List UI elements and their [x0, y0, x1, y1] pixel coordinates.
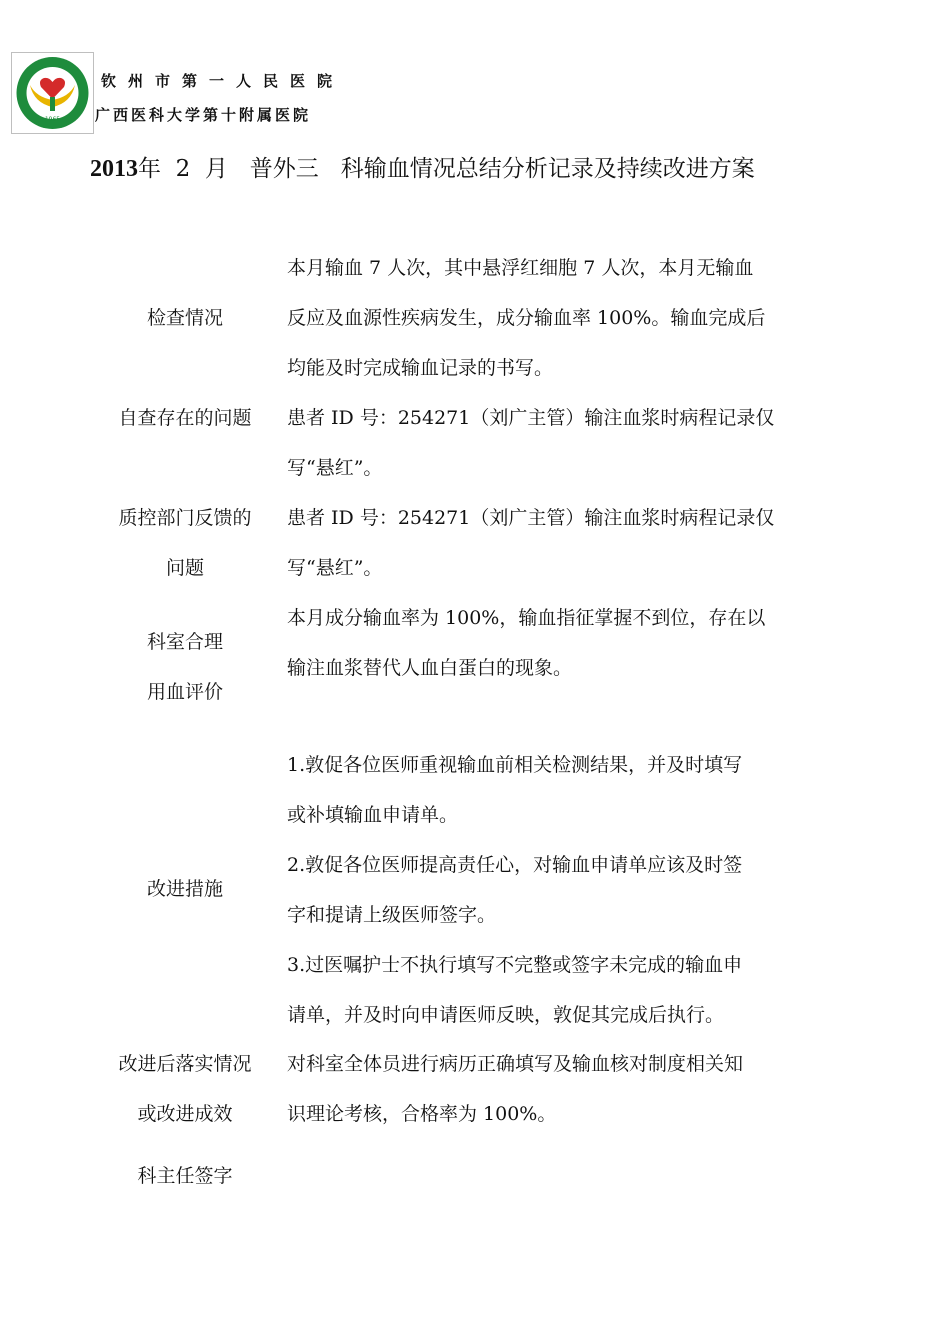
content-self-check-issues: 患者 ID 号：254271（刘广主管）输注血浆时病程记录仅 写“悬红”。: [287, 407, 775, 479]
label-blood-use-evaluation: 科室合理 用血评价: [146, 631, 223, 703]
hospital-name: 钦州市第一人民医院: [101, 72, 345, 90]
label-implementation-results: 改进后落实情况 或改进成效: [118, 1053, 252, 1125]
page-title: [90, 150, 755, 183]
content-blood-use-evaluation: 本月成分输血率为 100%，输血指征掌握不到位，存在以 输注血浆替代人血白蛋白的现象。: [287, 607, 766, 679]
hospital-logo: [11, 52, 94, 134]
label-inspection: 检查情况: [146, 307, 223, 329]
content-implementation-results: 对科室全体员进行病历正确填写及输血核对制度相关知 识理论考核，合格率为 100%。: [287, 1053, 744, 1125]
hospital-affiliation: 广西医科大学第十附属医院: [95, 106, 312, 124]
content-qc-feedback: 患者 ID 号：254271（刘广主管）输注血浆时病程记录仅 写“悬红”。: [287, 507, 775, 579]
hospital-emblem-icon: [14, 55, 91, 131]
title-year: 2013: [90, 156, 138, 182]
label-director-signature: 科主任签字: [137, 1165, 233, 1187]
title-text: 年 2 月 普外三 科输血情况总结分析记录及持续改进方案: [138, 156, 755, 182]
label-improvement-measures: 改进措施: [146, 878, 223, 900]
label-self-check-issues: 自查存在的问题: [118, 407, 252, 429]
label-qc-feedback: 质控部门反馈的 问题: [118, 507, 252, 579]
content-improvement-measures: 1.敦促各位医师重视输血前相关检测结果，并及时填写 或补填输血申请单。 2.敦促各位医师提高责任心，对输血申请单应该及时签 字和提请上级医师签字。 3.过医嘱护士不执行填写不完整或签字未完成的输血申 请单，并及时向申请医师反映，敦促其完成后执行。: [287, 754, 743, 1026]
content-inspection: 本月输血 7 人次，其中悬浮红细胞 7 人次，本月无输血 反应及血源性疾病发生，成分输血率 100%。输血完成后 均能及时完成输血记录的书写。: [287, 257, 766, 379]
logo-year: 1965: [44, 116, 61, 123]
